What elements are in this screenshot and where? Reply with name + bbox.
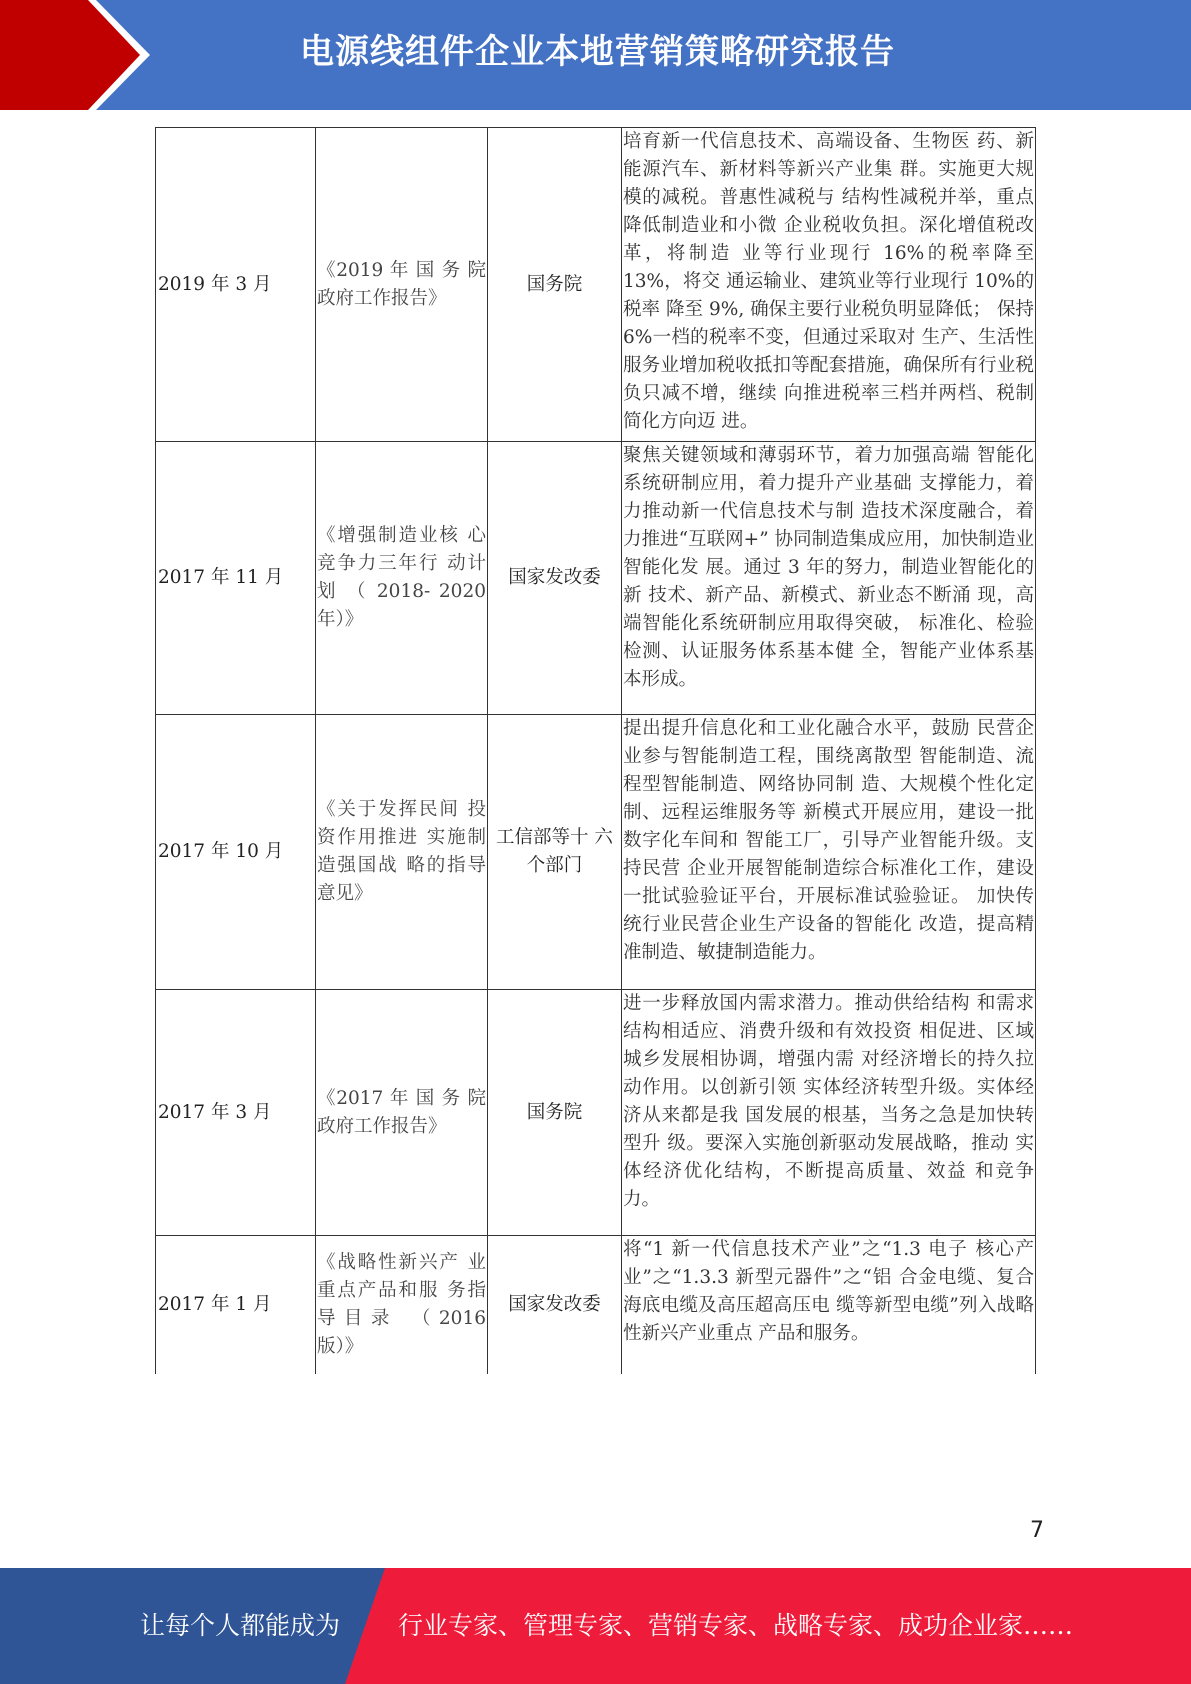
- footer-slogan-left: 让每个人都能成为: [140, 1611, 341, 1640]
- policy-document: 《2017 年 国 务 院 政府工作报告》: [316, 990, 488, 1236]
- policy-content: [622, 990, 1036, 1236]
- policy-department: 国家发改委: [488, 442, 622, 715]
- policy-table: [155, 127, 1036, 1374]
- policy-department: 国家发改委: [488, 1236, 622, 1374]
- policy-content-text: 提出提升信息化和工业化融合水平，鼓励 民营企业参与智能制造工程，围绕离散型 智能制造、流程型智能制造、网络协同制 造、大规模个性化定制、远程运维服务等 新模式开展应用，建设一批数字化车间和 智能工厂，引导产业智能升级。支持民营 企业开展智能制造综合标准化工作，建设 一批试验验证平台，开展标准试验验证。 加快传统行业民营企业生产设备的智能化 改造，提高精准制造、敏捷制造能力。: [623, 718, 1034, 963]
- policy-document: 《2019 年 国 务 院 政府工作报告》: [316, 128, 488, 442]
- report-title: 电源线组件企业本地营销策略研究报告: [300, 32, 895, 72]
- policy-document: 《增强制造业核 心竞争力三年行 动计划 （ 2018- 2020 年）》: [316, 442, 488, 715]
- page-header: [0, 0, 1191, 110]
- policy-date: 2017 年 3 月: [156, 990, 316, 1236]
- policy-content: [622, 1236, 1036, 1374]
- page-footer: [0, 1568, 1191, 1684]
- policy-document: 《战略性新兴产 业重点产品和服 务指导目录 （2016 版）》: [316, 1236, 488, 1374]
- policy-content: [622, 442, 1036, 715]
- policy-content-text: 将“1 新一代信息技术产业”之“1.3 电子 核心产业”之“1.3.3 新型元器件”之“铝 合金电缆、复合海底电缆及高压超高压电 缆等新型电缆”列入战略性新兴产业重点 产品和服务。: [623, 1239, 1034, 1344]
- policy-date: 2017 年 1 月: [156, 1236, 316, 1374]
- policy-date: 2019 年 3 月: [156, 128, 316, 442]
- table-row: [156, 1236, 1036, 1374]
- policy-content-text: 培育新一代信息技术、高端设备、生物医 药、新能源汽车、新材料等新兴产业集 群。实施更大规模的减税。普惠性减税与 结构性减税并举，重点降低制造业和小微 企业税收负担。深化增值税改革，将制造 业等行业现行 16%的税率降至 13%，将交 通运输业、建筑业等行业现行 10%的税率 降至 9%, 确保主要行业税负明显降低； 保持 6%一档的税率不变，但通过采取对 生产、生活性服务业增加税收抵扣等配套措施，确保所有行业税负只减不增，继续 向推进税率三档并两档、税制简化方向迈 进。: [623, 131, 1034, 432]
- policy-content-text: 进一步释放国内需求潜力。推动供给结构 和需求结构相适应、消费升级和有效投资 相促进、区域城乡发展相协调，增强内需 对经济增长的持久拉动作用。以创新引领 实体经济转型升级。实体经济从来都是我 国发展的根基，当务之急是加快转型升 级。要深入实施创新驱动发展战略，推动 实体经济优化结构，不断提高质量、效益 和竞争力。: [623, 993, 1034, 1210]
- policy-content: [622, 715, 1036, 990]
- policy-date: 2017 年 10 月: [156, 715, 316, 990]
- policy-content: [622, 128, 1036, 442]
- table-row: [156, 128, 1036, 442]
- table-row: [156, 442, 1036, 715]
- table-row: [156, 990, 1036, 1236]
- header-arrow-decoration: [0, 0, 150, 110]
- policy-date: 2017 年 11 月: [156, 442, 316, 715]
- policy-department: 国务院: [488, 128, 622, 442]
- policy-document: 《关于发挥民间 投资作用推进 实施制造强国战 略的指导意见》: [316, 715, 488, 990]
- policy-department: 国务院: [488, 990, 622, 1236]
- policy-content-text: 聚焦关键领域和薄弱环节，着力加强高端 智能化系统研制应用，着力提升产业基础 支撑能力，着力推动新一代信息技术与制 造技术深度融合，着力推进“互联网+” 协同制造集成应用，加快制造业智能化发 展。通过 3 年的努力，制造业智能化的新 技术、新产品、新模式、新业态不断涌 现，高端智能化系统研制应用取得突破， 标准化、检验检测、认证服务体系基本健 全，智能产业体系基本形成。: [623, 445, 1034, 690]
- page-number: 7: [1030, 1518, 1044, 1543]
- footer-slogan-right: 行业专家、管理专家、营销专家、战略专家、成功企业家……: [398, 1611, 1074, 1640]
- policy-department: 工信部等十 六个部门: [488, 715, 622, 990]
- table-row: [156, 715, 1036, 990]
